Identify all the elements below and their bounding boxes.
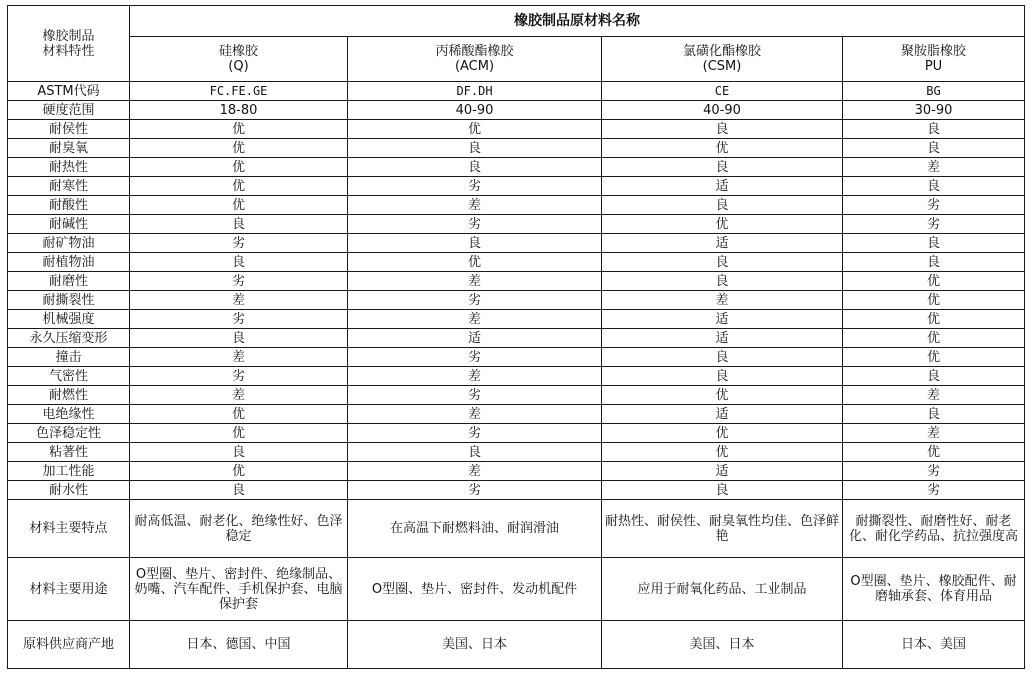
property-value-cell: 差 bbox=[130, 386, 348, 405]
property-value-cell: 良 bbox=[348, 158, 602, 177]
property-value-cell: 适 bbox=[602, 462, 843, 481]
property-value-cell: 优 bbox=[348, 120, 602, 139]
uses-row bbox=[8, 558, 1025, 621]
property-value-cell: 良 bbox=[843, 139, 1025, 158]
material-name: 氯磺化酯橡胶 bbox=[682, 44, 761, 59]
property-value-cell: 优 bbox=[843, 443, 1025, 462]
property-value-cell: 优 bbox=[602, 424, 843, 443]
property-value-cell: 优 bbox=[843, 291, 1025, 310]
property-label: 永久压缩变形 bbox=[8, 329, 130, 348]
property-label: 耐臭氧 bbox=[8, 139, 130, 158]
property-value-cell: 优 bbox=[130, 120, 348, 139]
property-label: ASTM代码 bbox=[8, 82, 130, 101]
material-code: (ACM) bbox=[454, 59, 495, 74]
material-name: 聚胺脂橡胶 bbox=[900, 44, 966, 59]
property-label: 撞击 bbox=[8, 348, 130, 367]
uses-row-cell: 应用于耐氧化药品、工业制品 bbox=[602, 558, 843, 621]
property-label: 耐寒性 bbox=[8, 177, 130, 196]
property-label: 硬度范围 bbox=[8, 101, 130, 120]
uses-row-label: 材料主要用途 bbox=[8, 558, 130, 621]
property-value-cell: 适 bbox=[602, 405, 843, 424]
property-value-cell: 差 bbox=[348, 405, 602, 424]
property-value-cell: CE bbox=[602, 82, 843, 101]
property-row bbox=[8, 158, 1025, 177]
property-value-cell: 优 bbox=[130, 424, 348, 443]
property-value-cell: 劣 bbox=[348, 215, 602, 234]
property-value-cell: 良 bbox=[843, 177, 1025, 196]
property-label: 电绝缘性 bbox=[8, 405, 130, 424]
property-value-cell: 差 bbox=[130, 348, 348, 367]
property-value-cell: 良 bbox=[602, 348, 843, 367]
property-value-cell: 良 bbox=[843, 367, 1025, 386]
property-value-cell: 差 bbox=[130, 291, 348, 310]
property-value-cell: 差 bbox=[843, 386, 1025, 405]
property-value-cell: 良 bbox=[602, 272, 843, 291]
property-value-cell: 良 bbox=[348, 234, 602, 253]
property-value-cell: 良 bbox=[602, 120, 843, 139]
property-value-cell: 优 bbox=[130, 158, 348, 177]
property-label: 加工性能 bbox=[8, 462, 130, 481]
property-label: 粘著性 bbox=[8, 443, 130, 462]
property-row bbox=[8, 272, 1025, 291]
property-row bbox=[8, 120, 1025, 139]
property-value-cell: 良 bbox=[602, 481, 843, 500]
property-value-cell: 劣 bbox=[348, 348, 602, 367]
property-value-cell: 优 bbox=[843, 348, 1025, 367]
property-value-cell: 18-80 bbox=[130, 101, 348, 120]
property-row bbox=[8, 310, 1025, 329]
property-row bbox=[8, 139, 1025, 158]
property-label: 耐矿物油 bbox=[8, 234, 130, 253]
property-value-cell: 优 bbox=[843, 272, 1025, 291]
property-value-cell: BG bbox=[843, 82, 1025, 101]
property-value-cell: 优 bbox=[130, 139, 348, 158]
property-value-cell: FC.FE.GE bbox=[130, 82, 348, 101]
property-label: 耐碱性 bbox=[8, 215, 130, 234]
property-value-cell: 优 bbox=[602, 443, 843, 462]
property-value-cell: 适 bbox=[602, 310, 843, 329]
property-value-cell: 劣 bbox=[843, 196, 1025, 215]
material-header-silicone bbox=[130, 37, 348, 82]
property-value-cell: 良 bbox=[348, 139, 602, 158]
features-row-cell: 耐撕裂性、耐磨性好、耐老化、耐化学药品、抗拉强度高 bbox=[843, 500, 1025, 558]
corner-header-line-1: 橡胶制品 bbox=[42, 28, 95, 44]
property-value-cell: 差 bbox=[843, 158, 1025, 177]
main-title: 橡胶制品原材料名称 bbox=[130, 6, 1025, 37]
property-value-cell: 差 bbox=[348, 310, 602, 329]
property-row bbox=[8, 462, 1025, 481]
rubber-materials-table bbox=[7, 5, 1025, 669]
property-label: 色泽稳定性 bbox=[8, 424, 130, 443]
property-value-cell: 劣 bbox=[843, 462, 1025, 481]
uses-row-cell: O型圈、垫片、橡胶配件、耐磨轴承套、体育用品 bbox=[843, 558, 1025, 621]
header-row-title bbox=[8, 6, 1025, 37]
property-value-cell: 劣 bbox=[130, 234, 348, 253]
property-label: 耐撕裂性 bbox=[8, 291, 130, 310]
property-value-cell: 适 bbox=[602, 234, 843, 253]
property-row bbox=[8, 215, 1025, 234]
property-value-cell: 差 bbox=[348, 196, 602, 215]
property-value-cell: 30-90 bbox=[843, 101, 1025, 120]
property-value-cell: 差 bbox=[348, 462, 602, 481]
property-value-cell: 劣 bbox=[130, 310, 348, 329]
property-value-cell: 良 bbox=[348, 443, 602, 462]
property-value-cell: 适 bbox=[348, 329, 602, 348]
material-header-pu bbox=[843, 37, 1025, 82]
features-row-label: 材料主要特点 bbox=[8, 500, 130, 558]
origin-row-label: 原料供应商产地 bbox=[8, 621, 130, 669]
property-label: 耐植物油 bbox=[8, 253, 130, 272]
uses-row-cell: O型圈、垫片、密封件、发动机配件 bbox=[348, 558, 602, 621]
property-value-cell: 良 bbox=[130, 215, 348, 234]
property-label: 耐侯性 bbox=[8, 120, 130, 139]
property-value-cell: 良 bbox=[130, 253, 348, 272]
property-value-cell: 良 bbox=[602, 253, 843, 272]
property-value-cell: 劣 bbox=[348, 386, 602, 405]
property-value-cell: 良 bbox=[602, 158, 843, 177]
property-value-cell: 良 bbox=[843, 253, 1025, 272]
property-row bbox=[8, 291, 1025, 310]
property-value-cell: 劣 bbox=[130, 367, 348, 386]
property-row bbox=[8, 253, 1025, 272]
features-row-cell: 在高温下耐燃料油、耐润滑油 bbox=[348, 500, 602, 558]
material-name: 硅橡胶 bbox=[218, 44, 258, 59]
property-value-cell: 劣 bbox=[843, 481, 1025, 500]
property-value-cell: 优 bbox=[602, 386, 843, 405]
property-value-cell: 优 bbox=[843, 310, 1025, 329]
property-value-cell: 优 bbox=[602, 215, 843, 234]
property-value-cell: 40-90 bbox=[602, 101, 843, 120]
property-value-cell: 差 bbox=[843, 424, 1025, 443]
property-row bbox=[8, 329, 1025, 348]
origin-row-cell: 日本、美国 bbox=[843, 621, 1025, 669]
property-label: 耐磨性 bbox=[8, 272, 130, 291]
property-value-cell: 良 bbox=[843, 405, 1025, 424]
property-row bbox=[8, 405, 1025, 424]
property-value-cell: 劣 bbox=[843, 215, 1025, 234]
property-value-cell: 优 bbox=[130, 462, 348, 481]
property-value-cell: 40-90 bbox=[348, 101, 602, 120]
property-row bbox=[8, 424, 1025, 443]
property-label: 机械强度 bbox=[8, 310, 130, 329]
corner-header-line-2: 材料特性 bbox=[42, 43, 95, 59]
property-value-cell: 差 bbox=[602, 291, 843, 310]
property-row bbox=[8, 234, 1025, 253]
property-row bbox=[8, 367, 1025, 386]
features-row bbox=[8, 500, 1025, 558]
property-value-cell: 劣 bbox=[130, 272, 348, 291]
property-value-cell: 劣 bbox=[348, 177, 602, 196]
property-value-cell: 劣 bbox=[348, 481, 602, 500]
property-value-cell: DF.DH bbox=[348, 82, 602, 101]
property-value-cell: 优 bbox=[602, 139, 843, 158]
property-value-cell: 良 bbox=[130, 443, 348, 462]
property-row bbox=[8, 443, 1025, 462]
origin-row-cell: 美国、日本 bbox=[348, 621, 602, 669]
property-value-cell: 优 bbox=[348, 253, 602, 272]
property-label: 耐酸性 bbox=[8, 196, 130, 215]
property-value-cell: 优 bbox=[130, 177, 348, 196]
property-label: 耐热性 bbox=[8, 158, 130, 177]
property-row bbox=[8, 82, 1025, 101]
material-code: PU bbox=[924, 59, 943, 74]
header-row-materials bbox=[8, 37, 1025, 82]
origin-row-cell: 日本、德国、中国 bbox=[130, 621, 348, 669]
property-row bbox=[8, 386, 1025, 405]
property-row bbox=[8, 481, 1025, 500]
property-label: 耐水性 bbox=[8, 481, 130, 500]
property-row bbox=[8, 196, 1025, 215]
property-row bbox=[8, 177, 1025, 196]
property-value-cell: 良 bbox=[602, 196, 843, 215]
property-value-cell: 差 bbox=[348, 367, 602, 386]
corner-header-cell bbox=[8, 6, 130, 82]
property-row bbox=[8, 348, 1025, 367]
property-label: 气密性 bbox=[8, 367, 130, 386]
property-value-cell: 适 bbox=[602, 329, 843, 348]
origin-row bbox=[8, 621, 1025, 669]
property-value-cell: 适 bbox=[602, 177, 843, 196]
material-name: 丙稀酸酯橡胶 bbox=[435, 44, 514, 59]
property-value-cell: 优 bbox=[130, 405, 348, 424]
material-code: (CSM) bbox=[702, 59, 742, 74]
origin-row-cell: 美国、日本 bbox=[602, 621, 843, 669]
material-header-csm bbox=[602, 37, 843, 82]
features-row-cell: 耐热性、耐侯性、耐臭氧性均佳、色泽鲜艳 bbox=[602, 500, 843, 558]
property-value-cell: 良 bbox=[130, 481, 348, 500]
property-value-cell: 差 bbox=[348, 272, 602, 291]
features-row-cell: 耐高低温、耐老化、绝缘性好、色泽稳定 bbox=[130, 500, 348, 558]
property-row bbox=[8, 101, 1025, 120]
uses-row-cell: O型圈、垫片、密封件、绝缘制品、奶嘴、汽车配件、手机保护套、电脑保护套 bbox=[130, 558, 348, 621]
property-value-cell: 劣 bbox=[348, 424, 602, 443]
property-value-cell: 良 bbox=[843, 234, 1025, 253]
property-value-cell: 劣 bbox=[348, 291, 602, 310]
property-value-cell: 良 bbox=[602, 367, 843, 386]
property-value-cell: 良 bbox=[130, 329, 348, 348]
material-header-acm bbox=[348, 37, 602, 82]
property-label: 耐燃性 bbox=[8, 386, 130, 405]
property-value-cell: 优 bbox=[130, 196, 348, 215]
property-value-cell: 优 bbox=[843, 329, 1025, 348]
property-value-cell: 良 bbox=[843, 120, 1025, 139]
material-code: (Q) bbox=[228, 59, 249, 74]
